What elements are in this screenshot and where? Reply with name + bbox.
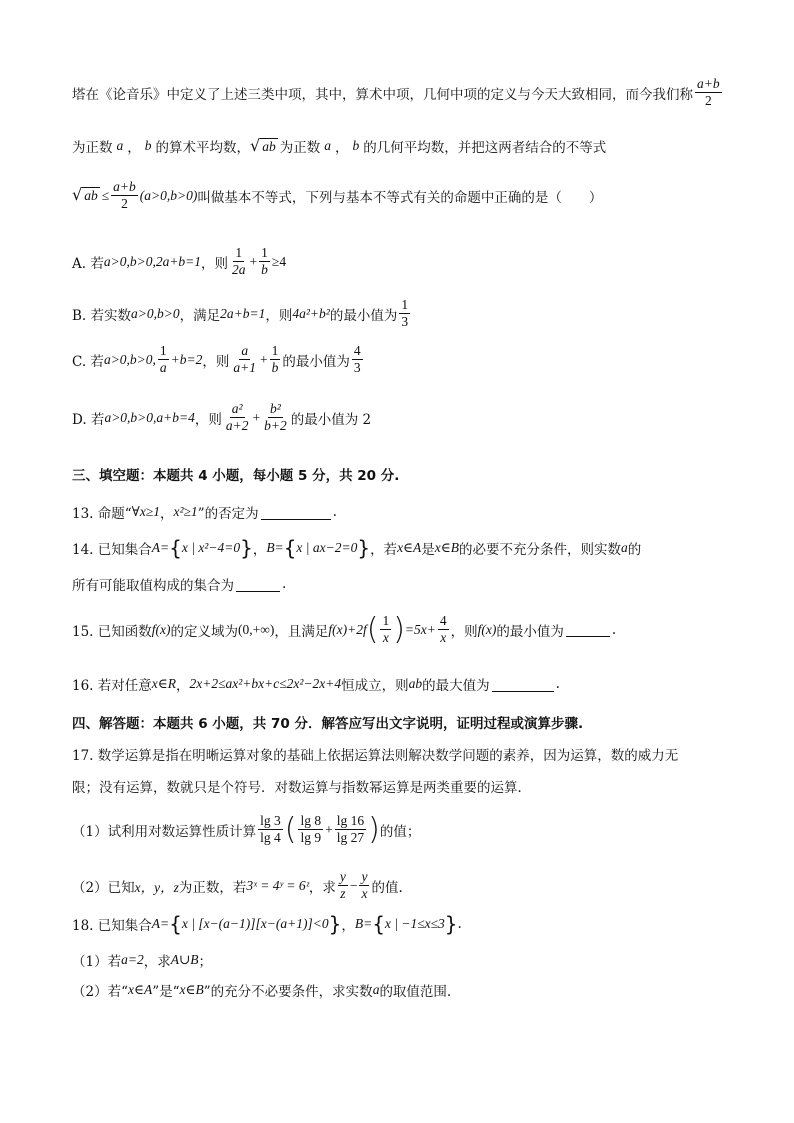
question-text: ，则 <box>450 623 478 640</box>
fraction <box>224 402 251 433</box>
question-text: ，若 <box>370 542 398 558</box>
fraction-numerator: 1 <box>380 614 391 630</box>
fraction-denominator: a+2 <box>225 418 249 434</box>
question-text: ，且满足 <box>274 623 329 640</box>
math-expression: A∪B <box>170 952 199 967</box>
question-text: ，求 <box>143 954 171 970</box>
fraction-numerator: a² <box>230 402 245 418</box>
fraction-numerator: 1 <box>158 344 169 360</box>
intro-text: 的算术平均数， <box>155 140 250 156</box>
math-operator: ≤ <box>101 187 110 203</box>
question-text: 15. 已知函数 <box>72 623 152 640</box>
intro-text: ， <box>334 140 349 156</box>
question-14-line-2 <box>72 574 286 594</box>
fraction <box>262 402 289 433</box>
fraction-denominator: 2 <box>121 196 128 212</box>
question-text: 的值. <box>371 879 403 896</box>
intro-text: 为正数 <box>279 140 321 156</box>
question-text: ”的充分不必要条件，求实数 <box>203 984 373 1000</box>
fraction-numerator: 1 <box>259 246 270 262</box>
question-14 <box>72 538 641 558</box>
fraction-numerator: 4 <box>438 614 449 630</box>
fraction <box>270 344 281 375</box>
question-text: 16. 若对任意 <box>72 678 152 694</box>
option-d <box>72 402 371 433</box>
question-text: ， <box>341 918 355 934</box>
math-var: a <box>324 138 331 153</box>
answer-blank[interactable] <box>236 577 280 592</box>
intro-text: 的几何平均数，并把这两者结合的不等式 <box>363 140 607 156</box>
question-text: ； <box>198 954 213 970</box>
math-var: b <box>352 138 360 153</box>
right-paren: ) <box>393 611 405 647</box>
fraction-denominator: x <box>361 886 368 902</box>
fraction-denominator: 3 <box>401 314 409 330</box>
math-vars: x，y，z <box>134 879 179 895</box>
section-3-heading: 三、填空题：本题共 4 小题，每小题 5 分，共 20 分. <box>72 468 400 484</box>
option-label: A. 若 <box>72 255 104 272</box>
math-condition: a>0,b>0,2a+b=1 <box>103 253 202 269</box>
question-text: ， <box>159 506 174 522</box>
question-text: . <box>332 504 337 520</box>
fraction <box>359 870 369 901</box>
fraction-denominator: x <box>440 630 447 646</box>
fraction-denominator: b <box>261 262 268 278</box>
answer-blank[interactable] <box>261 505 331 520</box>
fraction-numerator: y <box>338 870 348 886</box>
fraction-numerator: lg 8 <box>298 814 323 830</box>
fraction-numerator: lg 16 <box>335 814 366 830</box>
question-text: 所有可能取值构成的集合为 <box>72 578 234 594</box>
question-text: 的最小值为 <box>496 623 564 640</box>
question-text: . <box>457 916 462 932</box>
math-var: a <box>372 982 380 997</box>
left-brace: { <box>169 536 182 560</box>
option-text: 的最小值为 <box>282 353 350 370</box>
fraction <box>695 77 722 108</box>
question-18-part-2 <box>72 980 451 1000</box>
fraction-denominator: 3 <box>353 360 361 376</box>
fraction <box>158 344 169 375</box>
section-4-heading: 四、解答题：本题共 6 小题，共 70 分．解答应写出文字说明，证明过程或演算步骤. <box>72 716 584 732</box>
option-text: 的最小值为 <box>329 307 398 324</box>
math-var: a <box>621 540 628 555</box>
option-label: D. 若 <box>72 411 105 428</box>
math-equation: 2a+b=1 <box>220 305 266 321</box>
set-builder: x | ax−2=0 <box>296 540 358 555</box>
right-brace: } <box>328 912 342 936</box>
math-expression: x²≥1 <box>173 504 198 519</box>
math-expression: =5x+ <box>404 621 436 637</box>
question-text: ，求 <box>308 879 336 896</box>
question-17-line-1: 17. 数学运算是指在明晰运算对象的基础上依据运算法则解决数学问题的素养，因为运算，数的威力无 <box>72 748 679 764</box>
question-13 <box>72 502 337 522</box>
math-expression: f(x)+2f <box>328 621 367 637</box>
fraction <box>230 246 248 277</box>
math-condition: (a>0,b>0) <box>139 187 198 203</box>
fraction <box>352 344 363 375</box>
question-18-part-1 <box>72 950 212 970</box>
intro-text: 为正数 <box>72 140 113 156</box>
question-text: 的 <box>627 542 642 558</box>
fraction <box>338 870 348 901</box>
fraction-denominator: lg 9 <box>300 830 322 846</box>
question-text: 的取值范围. <box>379 984 452 1000</box>
question-17-line-2: 限；没有运算，数就只是个符号．对数运算与指数幂运算是两类重要的运算． <box>72 780 531 796</box>
option-text: ，则 <box>265 307 293 324</box>
fraction-numerator: lg 3 <box>258 814 283 830</box>
sqrt-argument: ab <box>84 188 98 204</box>
math-inequality: 2x+2≤ax²+bx+c≤2x²−2x+4 <box>189 676 342 691</box>
question-16 <box>72 674 560 694</box>
option-text: ，则 <box>194 411 222 428</box>
question-text: . <box>611 621 617 638</box>
set-builder: x | x²−4=0 <box>181 540 241 555</box>
question-text: 13. 命题“ <box>72 506 132 522</box>
question-text: 是 <box>421 542 435 558</box>
math-expression: x∈A <box>397 540 422 555</box>
fraction-numerator: 1 <box>233 246 244 262</box>
option-label: C. 若 <box>72 353 104 370</box>
question-text: 的定义域为 <box>170 623 238 640</box>
math-condition: a>0,b>0 <box>131 305 180 321</box>
question-text: . <box>282 576 287 592</box>
left-paren: ( <box>366 611 379 647</box>
question-text: ， <box>176 678 190 694</box>
math-condition: a>0,b>0, <box>103 351 156 367</box>
option-text: ，满足 <box>179 307 221 324</box>
question-text: 为正数，若 <box>178 879 247 896</box>
fraction-numerator: a+b <box>111 180 138 196</box>
question-text: 恒成立，则 <box>341 678 409 694</box>
intro-line-3 <box>72 180 602 211</box>
fraction <box>399 298 410 329</box>
math-expression: x∈R <box>151 676 176 691</box>
option-text: ，则 <box>201 255 229 272</box>
math-var: b <box>144 138 152 153</box>
fraction <box>231 344 258 375</box>
option-b <box>72 298 412 329</box>
math-equation: a=2 <box>121 952 144 967</box>
math-condition: a>0,b>0,a+b=4 <box>104 409 195 425</box>
question-17-part-1 <box>72 811 421 847</box>
question-17-part-2 <box>72 870 403 901</box>
intro-text: 塔在《论音乐》中定义了上述三类中项，其中，算术中项，几何中项的定义与今天大致相同，而今我们称 <box>72 86 693 103</box>
question-text: （1）试利用对数运算性质计算 <box>72 823 257 840</box>
intro-line-2 <box>72 136 606 156</box>
right-brace: } <box>357 536 371 560</box>
fraction <box>258 814 283 845</box>
option-text: 的最小值为 2 <box>290 411 372 428</box>
question-text: 18. 已知集合 <box>72 918 152 934</box>
set-builder: x | −1≤x≤3 <box>384 916 445 931</box>
fraction-numerator: a <box>239 344 250 360</box>
left-brace: { <box>169 912 182 936</box>
fraction-numerator: a+b <box>695 77 722 93</box>
question-text: （2）若“ <box>72 984 128 1000</box>
question-18 <box>72 914 462 934</box>
fraction-numerator: y <box>359 870 369 886</box>
fraction-numerator: 1 <box>399 298 410 314</box>
question-text: （1）若 <box>72 954 122 970</box>
fraction-numerator: b² <box>268 402 283 418</box>
fraction-denominator: 2 <box>704 93 712 109</box>
answer-blank[interactable] <box>492 677 554 692</box>
math-expression: ab <box>408 676 423 691</box>
question-text: （2）已知 <box>72 879 135 896</box>
question-text: 的最大值为 <box>422 678 490 694</box>
math-expression: f(x) <box>151 621 171 637</box>
math-operator: + <box>260 351 268 367</box>
right-brace: } <box>240 536 253 560</box>
fraction-denominator: lg 4 <box>260 830 281 846</box>
sqrt-expression: √ ab <box>72 185 98 205</box>
intro-text: ， <box>127 140 141 156</box>
math-expression: 4a²+b² <box>292 305 330 321</box>
right-brace: } <box>444 912 458 936</box>
left-brace: { <box>372 912 385 936</box>
fraction <box>298 814 323 845</box>
math-expression: x∈B <box>434 540 460 555</box>
intro-line-1 <box>72 77 724 108</box>
answer-blank[interactable] <box>566 622 610 637</box>
left-paren: ( <box>284 811 297 847</box>
math-expression: x∈B <box>179 982 204 997</box>
math-expression: x∈A <box>128 982 153 997</box>
math-operator: − <box>349 877 358 893</box>
fraction-denominator: x <box>382 630 389 646</box>
option-a <box>72 246 286 277</box>
fraction <box>335 814 366 845</box>
math-expression: A= <box>151 916 170 931</box>
question-text: 14. 已知集合 <box>72 542 152 558</box>
fraction-numerator: 4 <box>352 344 363 360</box>
intro-text: 叫做基本不等式，下列与基本不等式有关的命题中正确的是（ ） <box>197 189 603 206</box>
math-expression: f(x) <box>477 621 497 637</box>
math-expression: B= <box>266 540 284 555</box>
math-relation: ≥4 <box>271 253 287 269</box>
right-paren: ) <box>368 811 380 847</box>
set-builder: x | [x−(a−1)][x−(a+1)]<0 <box>181 916 329 931</box>
fraction-denominator: 2a <box>232 262 246 278</box>
math-expression: B= <box>354 916 373 931</box>
math-expression: ∀x≥1 <box>131 504 160 519</box>
fraction-numerator: 1 <box>270 344 281 360</box>
question-15 <box>72 611 617 647</box>
math-var: a <box>116 138 124 153</box>
fraction-denominator: b+2 <box>264 418 287 434</box>
option-c <box>72 344 365 375</box>
question-text: 的值； <box>379 823 421 840</box>
question-text: ， <box>252 542 267 558</box>
math-operator: + <box>325 821 333 837</box>
left-brace: { <box>283 536 297 560</box>
fraction <box>111 180 138 211</box>
math-operator: + <box>252 409 261 425</box>
option-text: ，则 <box>202 353 230 370</box>
question-text: ”的否定为 <box>197 506 259 522</box>
math-operator: + <box>249 253 258 269</box>
fraction-denominator: a+1 <box>233 360 257 376</box>
fraction-denominator: b <box>271 360 279 376</box>
question-text: 的必要不充分条件，则实数 <box>459 542 622 558</box>
question-text: . <box>555 676 560 692</box>
fraction-denominator: z <box>340 886 346 902</box>
question-text: ”是“ <box>152 984 180 1000</box>
fraction <box>438 614 449 645</box>
sqrt-argument: ab <box>262 138 276 154</box>
fraction <box>259 246 270 277</box>
math-interval: (0,+∞) <box>238 621 275 637</box>
math-equation: 3ˣ = 4ʸ = 6ᶻ <box>246 877 309 893</box>
math-equation: +b=2 <box>170 351 203 367</box>
fraction-denominator: a <box>159 360 167 376</box>
fraction <box>380 614 391 645</box>
fraction-denominator: lg 27 <box>336 830 365 846</box>
math-expression: A= <box>151 540 170 555</box>
sqrt-expression: √ ab <box>250 135 276 155</box>
option-label: B. 若实数 <box>72 307 132 324</box>
